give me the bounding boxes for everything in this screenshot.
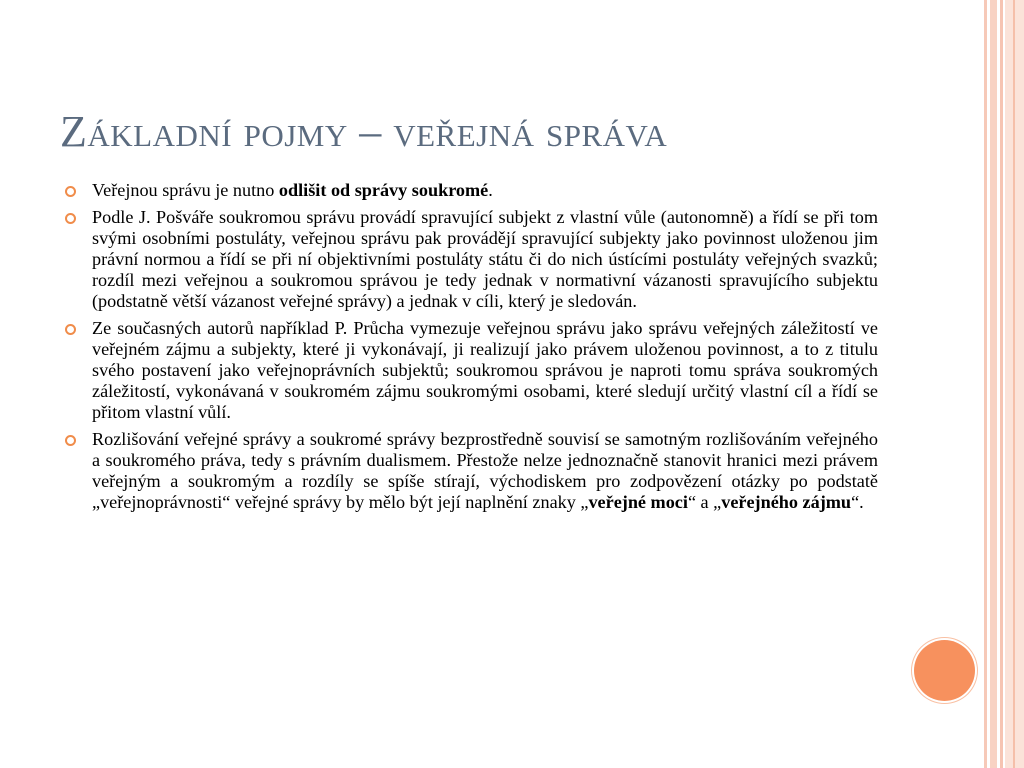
bold-text: veřejné moci bbox=[588, 492, 688, 512]
decorative-stripe bbox=[984, 0, 987, 768]
bullet-text: . bbox=[488, 180, 493, 200]
slide-content bbox=[64, 180, 878, 519]
bullet-circle-icon bbox=[65, 435, 76, 446]
bullet-item bbox=[64, 180, 878, 201]
bullet-circle-icon bbox=[65, 324, 76, 335]
bullet-item bbox=[64, 318, 878, 423]
bullet-item bbox=[64, 429, 878, 513]
bullet-circle-icon bbox=[65, 186, 76, 197]
slide-title: Základní pojmy – veřejná správa bbox=[60, 107, 668, 156]
decorative-circle-icon bbox=[914, 640, 975, 701]
bold-text: veřejného zájmu bbox=[721, 492, 852, 512]
decorative-stripe bbox=[1013, 0, 1015, 768]
bullet-circle-icon bbox=[65, 213, 76, 224]
bullet-text: Veřejnou správu je nutno bbox=[92, 180, 279, 200]
decorative-stripe bbox=[1000, 0, 1003, 768]
bullet-text: “ a „ bbox=[687, 492, 722, 512]
bullet-text: “. bbox=[851, 492, 864, 512]
bullet-list bbox=[64, 180, 878, 513]
bullet-item bbox=[64, 207, 878, 312]
bullet-text: Ze současných autorů například P. Průcha vymezuje veřejnou správu jako správu veřejných záležitostí ve veřejném zájmu a subjekty, které ji vykonávají, ji realizují jako právem uloženou povinnost, a to z titulu svého postavení jako veřejnoprávních subjektů; soukromou správou je naproti tomu správa soukromých záležitostí, vykonávaná v soukromém zájmu soukromými osobami, které sledují určitý vlastní cíl a řídí se přitom vlastní vůlí. bbox=[92, 318, 878, 422]
decorative-stripe bbox=[990, 0, 997, 768]
bullet-text: Rozlišování veřejné správy a soukromé správy bezprostředně souvisí se samotným rozlišováním veřejného a soukromého práva, tedy s právním dualismem. Přestože nelze jednoznačně stanovit hranici mezi právem veřejným a soukromým a rozdíly se spíše stírají, východiskem pro zodpovězení otázky po podstatě „veřejnoprávnosti“ veřejné správy by mělo být její naplnění znaky „ bbox=[92, 429, 878, 512]
bold-text: odlišit od správy soukromé bbox=[278, 180, 489, 200]
bullet-text: Podle J. Pošváře soukromou správu provádí spravující subjekt z vlastní vůle (autonomně) a řídí se při tom svými osobními postuláty, veřejnou správu pak provádějí spravující subjekty jako povinnost uloženou jim právní normou a řídí se při ní objektivními postuláty státu či do nich ústícími postuláty veřejných svazků; rozdíl mezi veřejnou a soukromou správou je tedy jednak v normativní vázanosti spravujícího subjektu (podstatně větší vázanost veřejné správy) a jednak v cíli, který je sledován. bbox=[92, 207, 878, 311]
